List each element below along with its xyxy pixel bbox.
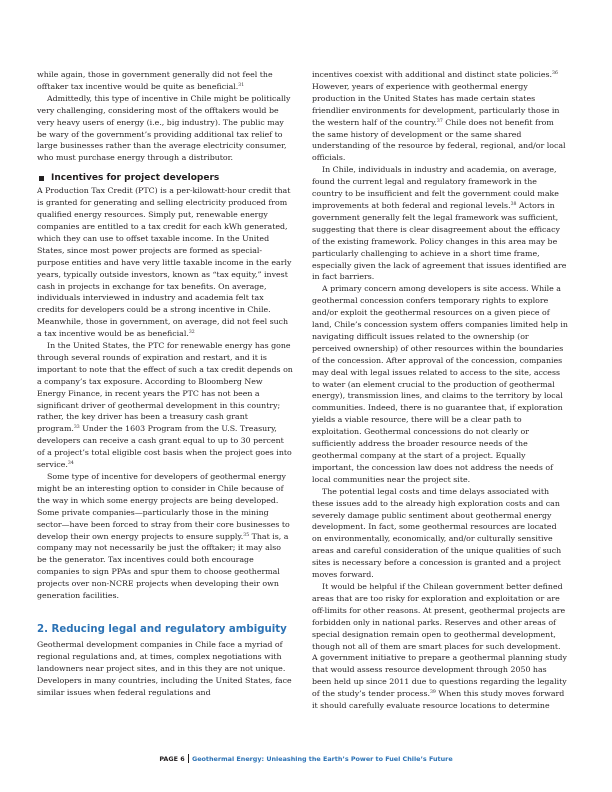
paragraph: A primary concern among developers is site access. While a geothermal concession confers temporary rights to explore and/or exploit the geothermal resources on a given piece of land, Chile’s concession system offers companies limited help in navigating difficult issues related to the ownership (or perceived ownership) of other resources within the boundaries of the concession. After approval of the concession, companies may deal with legal issues related to access to the site, access to water (an element crucial to the production of geothermal energy), transmission lines, and claims to the territory by local communities. Indeed, there is no guarantee that, if exploration yields a viable resource, there will be a clear path to exploitation. Geothermal concessions do not clearly or sufficiently address the broader resource needs of the geothermal company at the start of a project. Equally important, the concession law does not address the needs of local communities near the project site. <box>312 284 568 484</box>
page-number: PAGE 6 <box>159 755 185 763</box>
paragraph: while again, those in government generally did not feel the offtaker tax incentive would be quite as beneficial.$^{31}$ <box>37 70 273 91</box>
square-bullet-icon <box>39 176 44 181</box>
paragraph: Admittedly, this type of incentive in Chile might be politically very challenging, considering most of the offtakers would be very heavy users of energy (i.e., big industry). The public may be wary of the government’s providing additional tax relief to large businesses rather than the average electricity consumer, who must purchase energy through a distributor. <box>37 93 291 163</box>
left-column <box>37 69 293 699</box>
paragraph: The potential legal costs and time delays associated with these issues add to the already high exploration costs and can severely damage public sentiment about geothermal energy development. In fact, some geothermal resources are located on environmentally, economically, and/or culturally sensitive areas and careful consideration of the unique qualities of such sites is necessary before a concession is granted and a project moves forward. <box>312 486 562 580</box>
footnote-ref[interactable]: 37 <box>436 118 443 124</box>
paragraph: A Production Tax Credit (PTC) is a per-kilowatt-hour credit that is granted for generating and selling electricity produced from qualified energy resources. Simply put, renewable energy companies are entitled to a tax credit for each kWh generated, which they can use to offset taxable income. In the United States, since most power projects are formed as special-purpose entities and have very little taxable income in the early years, typically outside investors, known as “tax equity,” invest cash in projects in exchange for tax benefits. On average, individuals interviewed in industry and academia felt tax credits for developers could be a strong incentive in Chile. Meanwhile, those in government, on average, did not feel such a tax incentive would be as beneficial.$^{32}$ <box>37 186 292 339</box>
footer-divider <box>188 754 189 763</box>
paragraph: incentives coexist with additional and distinct state policies.$^{36}$ However, years of experience with geothermal energy production in the United States has made certain states friendlier environments for development, particularly those in the western half of the country.$^{37}$ Chile does not benefit from the same history of development or the same shared understanding of the resource by federal, regional, and/or local officials. <box>312 70 566 163</box>
footnote-ref[interactable]: 32 <box>188 330 195 336</box>
footnote-ref[interactable]: 39 <box>429 690 436 696</box>
paragraph: It would be helpful if the Chilean government better defined areas that are too risky for exploration and exploitation or are off-limits for other reasons. At present, geothermal projects are forbidden only in national parks. Reserves and other areas of special designation remain open to geothermal development, though not all of them are smart places for such development. A government initiative to prepare a geothermal planning study that would assess resource development through 2050 has been held up since 2011 due to questions regarding the legality of the study’s tender process.$^{39}$ When this study moves forward it should carefully evaluate resource locations to determine <box>312 581 567 711</box>
footnote-ref[interactable]: 33 <box>73 425 80 431</box>
paragraph: In the United States, the PTC for renewable energy has gone through several rounds of expiration and restart, and it is important to note that the effect of such a tax credit depends on a company’s tax exposure. According to Bloomberg New Energy Finance, in recent years the PTC has not been a significant driver of geothermal development in this country; rather, the key driver has been a treasury cash grant program.$^{33}$ Under the 1603 Program from the U.S. Treasury, developers can receive a cash grant equal to up to 30 percent of a project’s total eligible cost basis when the project goes into service.$^{34}$ <box>37 341 293 470</box>
right-column <box>312 69 568 712</box>
footnote-ref[interactable]: 38 <box>510 201 517 207</box>
section-heading: 2. Reducing legal and regulatory ambiguity <box>37 623 287 635</box>
paragraph: Geothermal development companies in Chile face a myriad of regional regulations and, at times, complex negotiations with landowners near project sites, and in this they are not unique. Developers in many countries, including the United States, face similar issues when federal regulations and <box>37 639 292 697</box>
paragraph: In Chile, individuals in industry and academia, on average, found the current legal and regulatory framework in the country to be insufficient and felt the government could make improvements at both federal and regional levels.$^{38}$ Actors in government generally felt the legal framework was sufficient, suggesting that there is clear disagreement about the efficacy of the existing framework. Policy changes in this area may be particularly challenging to achieve in a short time frame, especially given the lack of agreement that issues identified are in fact barriers. <box>312 165 567 282</box>
footnote-ref[interactable]: 35 <box>243 532 250 538</box>
page-footer <box>0 754 612 763</box>
publication-title: Geothermal Energy: Unleashing the Earth’s Power to Fuel Chile’s Future <box>191 755 453 763</box>
paragraph: Some type of incentive for developers of geothermal energy might be an interesting option to consider in Chile because of the way in which some energy projects are being developed. Some private companies—particularly those in the mining sector—have been forced to stray from their core businesses to develop their own energy projects to ensure supply.$^{35}$ That is, a company may not necessarily be just the offtaker; it may also be the generator. Tax incentives could both encourage companies to sign PPAs and spur them to choose geothermal projects over non-NCRE projects when developing their own generation facilities. <box>37 472 290 601</box>
footnote-ref[interactable]: 36 <box>552 71 558 76</box>
footnote-ref[interactable]: 34 <box>67 461 74 467</box>
subheading: Incentives for project developers <box>37 172 293 184</box>
footnote-ref[interactable]: 31 <box>238 82 245 88</box>
